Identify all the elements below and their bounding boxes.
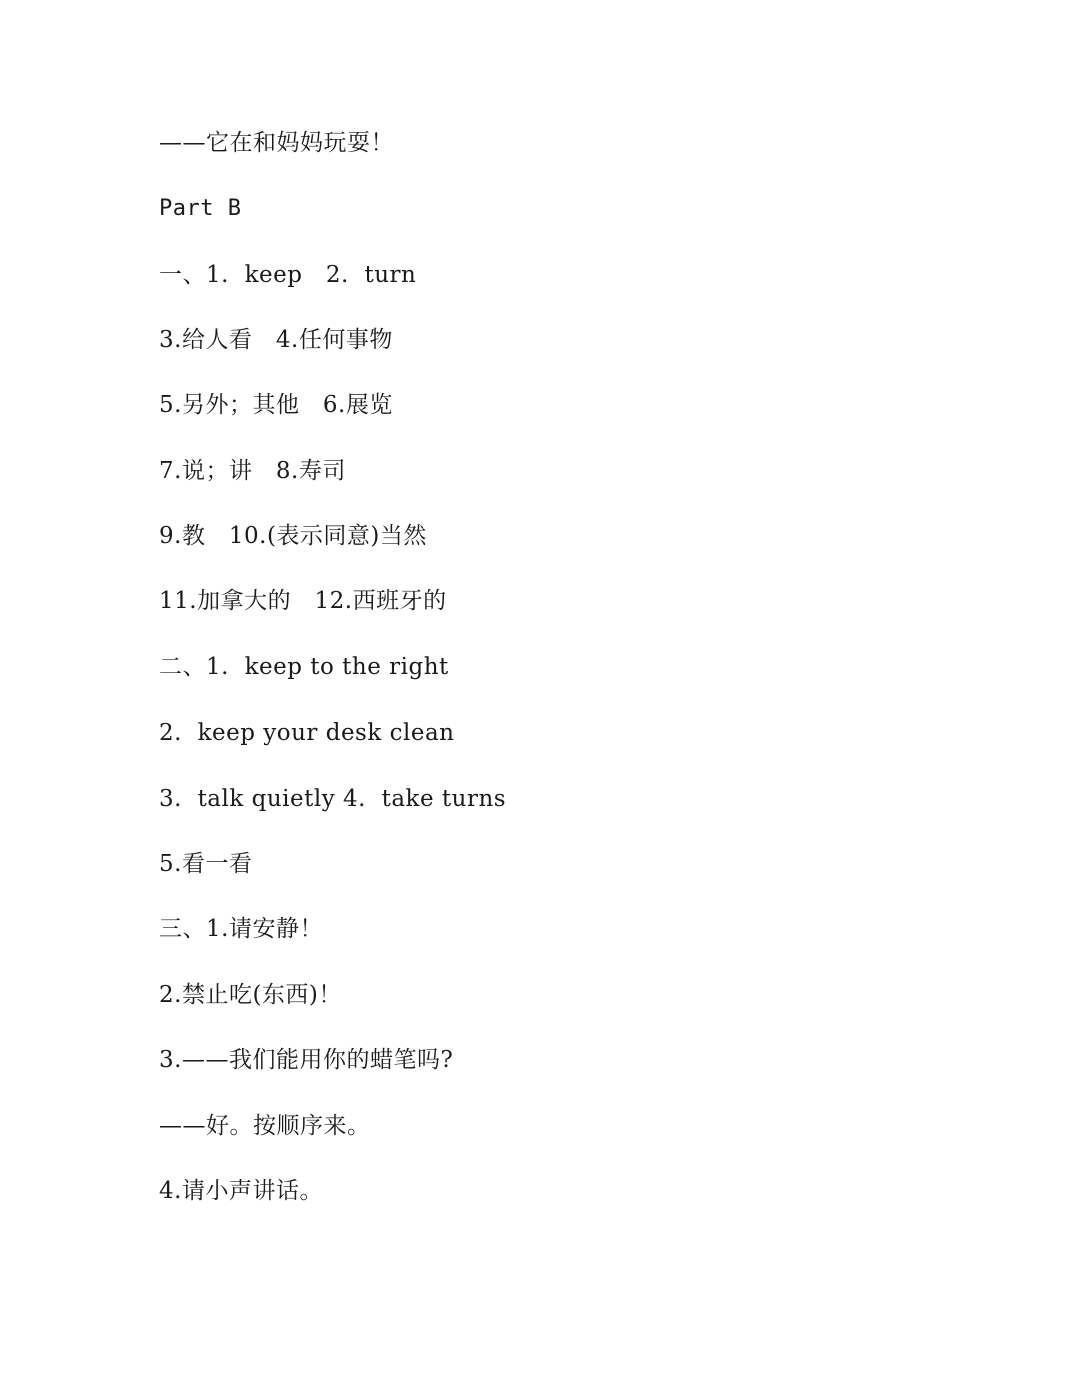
answer-line: ——它在和妈妈玩耍！ — [159, 130, 394, 156]
answer-line: 9.教 10.(表示同意)当然 — [159, 523, 427, 549]
section-heading: Part B — [159, 196, 242, 221]
answer-line: 一、1. keep 2. turn — [159, 262, 417, 288]
answer-line: 4.请小声讲话。 — [159, 1178, 323, 1204]
answer-line: 3. talk quietly 4. take turns — [159, 786, 507, 812]
answer-line: 2. keep your desk clean — [159, 720, 455, 746]
answer-line: 3.——我们能用你的蜡笔吗? — [159, 1047, 454, 1073]
answer-line: 7.说；讲 8.寿司 — [159, 458, 346, 484]
answer-line: 2.禁止吃(东西)！ — [159, 982, 342, 1008]
answer-line: 5.看一看 — [159, 851, 253, 877]
answer-line: ——好。按顺序来。 — [159, 1113, 371, 1139]
answer-line: 三、1.请安静！ — [159, 916, 323, 942]
answer-line: 11.加拿大的 12.西班牙的 — [159, 588, 447, 614]
answer-line: 3.给人看 4.任何事物 — [159, 327, 393, 353]
answer-line: 二、1. keep to the right — [159, 654, 449, 680]
answer-line: 5.另外；其他 6.展览 — [159, 392, 393, 418]
